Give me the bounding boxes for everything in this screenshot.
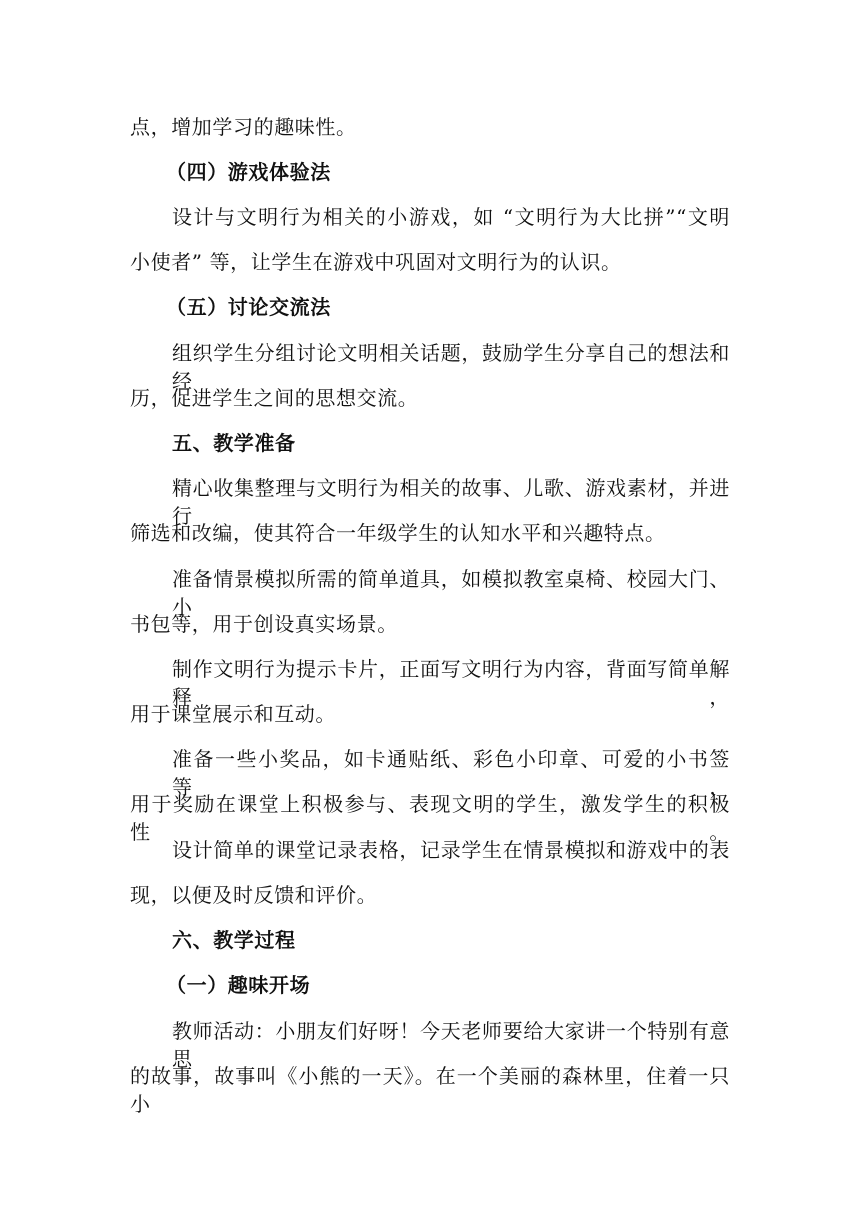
paragraph-line: 组织学生分组讨论文明相关话题，鼓励学生分享自己的想法和经 — [172, 341, 730, 393]
paragraph-line: 准备一些小奖品，如卡通贴纸、彩色小印章、可爱的小书签等， — [172, 747, 730, 799]
paragraph-line: 的故事，故事叫《小熊的一天》。在一个美丽的森林里，住着一只小 — [130, 1064, 730, 1116]
paragraph-line: 用于课堂展示和互动。 — [130, 702, 336, 726]
paragraph-line: 设计简单的课堂记录表格，记录学生在情景模拟和游戏中的表 — [172, 838, 730, 862]
section-heading-teaching-preparation: 五、教学准备 — [172, 431, 296, 455]
paragraph-line: 点，增加学习的趣味性。 — [130, 115, 357, 139]
paragraph-line: 筛选和改编，使其符合一年级学生的认知水平和兴趣特点。 — [130, 521, 666, 545]
paragraph-line: 制作文明行为提示卡片，正面写文明行为内容，背面写简单解释， — [172, 657, 730, 709]
paragraph-line: 历，促进学生之间的思想交流。 — [130, 386, 419, 410]
section-heading-discussion-method: （五）讨论交流法 — [166, 295, 331, 319]
section-heading-fun-opening: （一）趣味开场 — [166, 973, 311, 997]
paragraph-line: 精心收集整理与文明行为相关的故事、儿歌、游戏素材，并进行 — [172, 476, 730, 528]
paragraph-line: 小使者” 等，让学生在游戏中巩固对文明行为的认识。 — [130, 250, 622, 274]
paragraph-line: 教师活动：小朋友们好呀！今天老师要给大家讲一个特别有意思 — [172, 1019, 730, 1071]
section-heading-game-method: （四）游戏体验法 — [166, 160, 331, 184]
paragraph-line: 设计与文明行为相关的小游戏，如 “文明行为大比拼”“文明 — [172, 205, 730, 229]
paragraph-line: 准备情景模拟所需的简单道具，如模拟教室桌椅、校园大门、小 — [172, 567, 730, 619]
paragraph-line: 现，以便及时反馈和评价。 — [130, 883, 378, 907]
paragraph-line: 书包等，用于创设真实场景。 — [130, 612, 398, 636]
paragraph-line: 用于奖励在课堂上积极参与、表现文明的学生，激发学生的积极性。 — [130, 792, 730, 844]
section-heading-teaching-process: 六、教学过程 — [172, 928, 296, 952]
